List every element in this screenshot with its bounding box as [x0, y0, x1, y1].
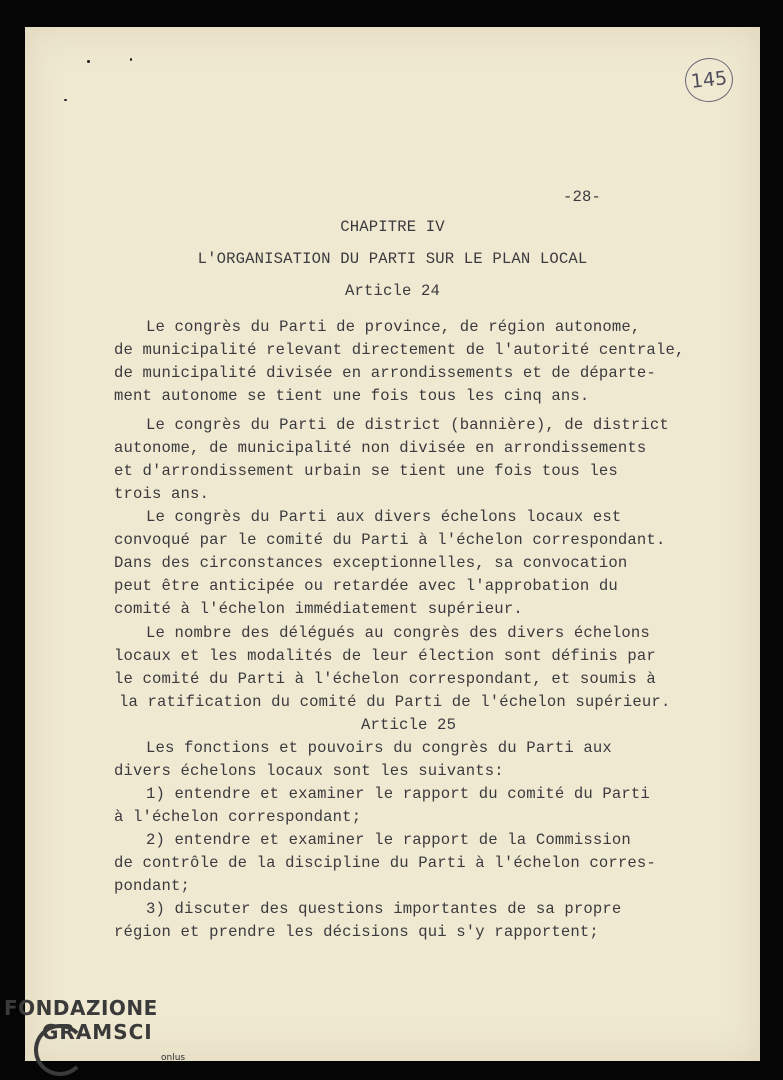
article-25-heading: Article 25	[361, 716, 457, 734]
text-line: 2) entendre et examiner le rapport de la Commission	[146, 831, 631, 849]
text-line: et d'arrondissement urbain se tient une fois tous les	[114, 462, 618, 480]
archive-page-number: 145	[683, 56, 735, 105]
text-line: 3) discuter des questions importantes de sa propre	[146, 900, 622, 918]
article-24-heading: Article 24	[344, 282, 441, 300]
document-page	[25, 27, 760, 1061]
text-line: convoqué par le comité du Parti à l'échelon correspondant.	[114, 531, 666, 549]
text-line: autonome, de municipalité non divisée en arrondissements	[114, 439, 647, 457]
text-line: comité à l'échelon immédiatement supérieur.	[114, 600, 523, 618]
watermark-line-1: FONDAZIONE	[4, 996, 158, 1020]
text-line: peut être anticipée ou retardée avec l'approbation du	[114, 577, 618, 595]
text-line: divers échelons locaux sont les suivants:	[114, 762, 504, 780]
text-line: de municipalité divisée en arrondissements et de départe-	[114, 364, 656, 382]
text-line: Les fonctions et pouvoirs du congrès du Parti aux	[146, 739, 612, 757]
fondazione-gramsci-watermark	[4, 996, 204, 1063]
ink-speck	[87, 60, 90, 63]
watermark-line-2: GRAMSCI	[42, 1020, 153, 1044]
watermark-line-3: onlus	[161, 1053, 186, 1063]
chapter-heading: CHAPITRE IV	[340, 218, 445, 236]
text-line: Le congrès du Parti de province, de région autonome,	[146, 318, 641, 336]
text-line: Le congrès du Parti de district (bannière), de district	[146, 416, 669, 434]
text-line: 1) entendre et examiner le rapport du comité du Parti	[146, 785, 650, 803]
text-line: de municipalité relevant directement de l'autorité centrale,	[114, 341, 685, 359]
text-line: Le congrès du Parti aux divers échelons locaux est	[146, 508, 622, 526]
text-line: trois ans.	[114, 485, 210, 503]
ink-speck	[64, 99, 67, 101]
page-number: -28-	[563, 188, 602, 206]
text-line: pondant;	[114, 877, 191, 895]
chapter-title: L'ORGANISATION DU PARTI SUR LE PLAN LOCAL	[197, 250, 588, 268]
text-line: de contrôle de la discipline du Parti à l'échelon corres-	[114, 854, 656, 872]
text-line: Dans des circonstances exceptionnelles, sa convocation	[114, 554, 628, 572]
watermark-g-logo	[34, 1024, 86, 1076]
text-line: à l'échelon correspondant;	[114, 808, 362, 826]
text-line: locaux et les modalités de leur élection sont définis par	[114, 647, 656, 665]
text-line: la ratification du comité du Parti de l'échelon supérieur.	[119, 693, 671, 711]
text-line: région et prendre les décisions qui s'y rapportent;	[114, 923, 599, 941]
ink-speck	[130, 58, 132, 61]
text-line: le comité du Parti à l'échelon correspondant, et soumis à	[114, 670, 656, 688]
text-line: ment autonome se tient une fois tous les cinq ans.	[114, 387, 590, 405]
text-line: Le nombre des délégués au congrès des divers échelons	[146, 624, 650, 642]
